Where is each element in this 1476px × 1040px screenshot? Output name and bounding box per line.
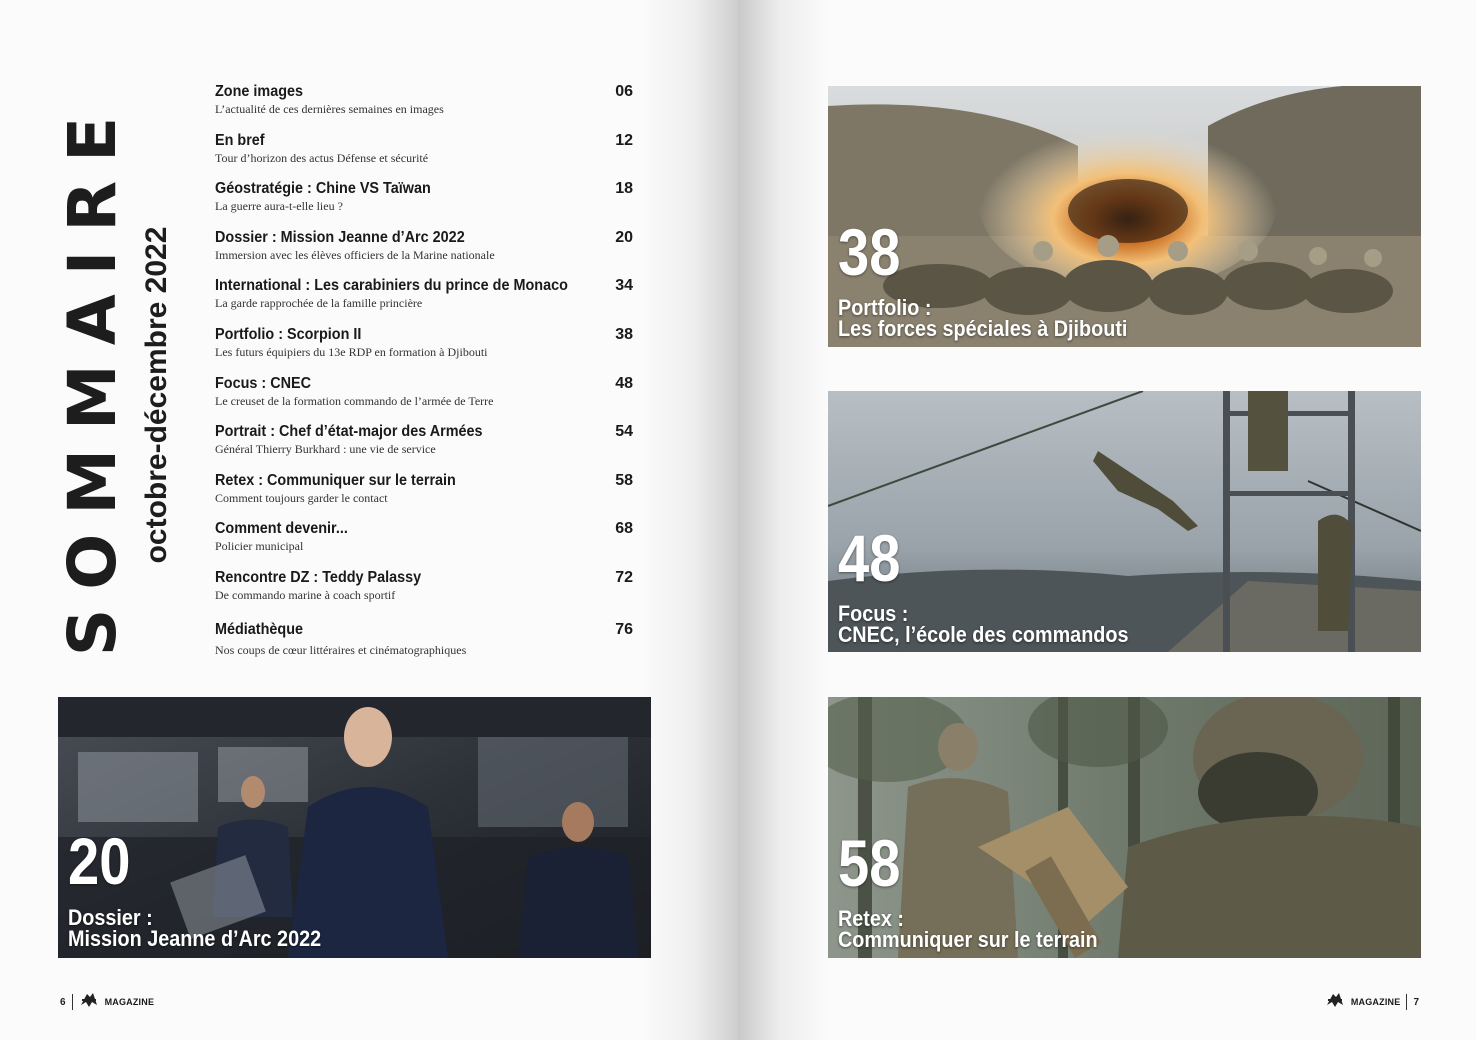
- feature-page-number: 20: [68, 824, 131, 898]
- toc-entry-title: Géostratégie : Chine VS Taïwan: [215, 180, 431, 198]
- magazine-logo-icon: [1325, 991, 1345, 1014]
- toc-entry-title: Retex : Communiquer sur le terrain: [215, 471, 456, 489]
- toc-entry-page: 58: [615, 471, 633, 489]
- toc-entry-subtitle: Les futurs équipiers du 13e RDP en formation à Djibouti: [215, 344, 488, 359]
- feature-caption-title: Les forces spéciales à Djibouti: [838, 316, 1128, 341]
- toc-entry[interactable]: [215, 179, 635, 228]
- dossier-feature-card[interactable]: [58, 697, 651, 958]
- feature-caption-label: Retex :: [838, 906, 905, 931]
- magazine-logo-icon: [79, 991, 99, 1014]
- focus-feature-card[interactable]: [828, 391, 1421, 652]
- toc-entry-title: Dossier : Mission Jeanne d’Arc 2022: [215, 228, 465, 246]
- feature-caption-title: Communiquer sur le terrain: [838, 927, 1098, 952]
- toc-entry[interactable]: [215, 568, 635, 617]
- portfolio-feature-card[interactable]: [828, 86, 1421, 347]
- feature-caption-title: CNEC, l’école des commandos: [838, 622, 1129, 647]
- toc-entry[interactable]: [215, 276, 635, 325]
- toc-entry-subtitle: Le creuset de la formation commando de l’armée de Terre: [215, 393, 494, 408]
- page-number: 7: [1413, 996, 1419, 1008]
- toc-entry-subtitle: Policier municipal: [215, 539, 304, 554]
- gutter-shadow: [738, 0, 828, 1040]
- magazine-label: MAGAZINE: [1350, 997, 1401, 1007]
- toc-entry-title: Focus : CNEC: [215, 374, 312, 392]
- soldiers-forest-photo: [828, 697, 1421, 958]
- toc-entry[interactable]: [215, 131, 635, 180]
- toc-entry-page: 18: [615, 180, 633, 198]
- toc-entry[interactable]: [215, 617, 635, 669]
- feature-page-number: 48: [838, 521, 901, 595]
- toc-entry-subtitle: L’actualité de ces dernières semaines en images: [215, 102, 444, 116]
- gutter-shadow: [640, 0, 738, 1040]
- toc-entry[interactable]: [215, 228, 635, 277]
- vertical-subtitle: octobre-décembre 2022: [140, 226, 173, 564]
- toc-entry[interactable]: [215, 325, 635, 374]
- toc-entry-page: 34: [615, 277, 633, 295]
- vertical-title: SOMMAIRE: [54, 97, 131, 657]
- retex-feature-card[interactable]: [828, 697, 1421, 958]
- toc-entry-title: Zone images: [215, 83, 304, 100]
- toc-entry-subtitle: Immersion avec les élèves officiers de la Marine nationale: [215, 247, 495, 262]
- toc-entry-page: 38: [615, 325, 633, 343]
- footer-divider: [72, 994, 73, 1010]
- toc-entry[interactable]: [215, 374, 635, 423]
- feature-page-number: 58: [838, 826, 901, 900]
- toc-entry[interactable]: [215, 82, 635, 131]
- toc-entry-title: Portrait : Chef d’état-major des Armées: [215, 423, 483, 441]
- toc-entry-subtitle: Comment toujours garder le contact: [215, 490, 388, 505]
- toc-entry-subtitle: Général Thierry Burkhard : une vie de service: [215, 442, 436, 457]
- toc-entry-title: Médiathèque: [215, 620, 304, 638]
- toc-entry-page: 68: [615, 520, 633, 538]
- toc-entry-title: Portfolio : Scorpion II: [215, 325, 362, 343]
- right-page-footer: [1325, 992, 1419, 1012]
- toc-entry-page: 06: [615, 83, 633, 100]
- feature-caption-title: Mission Jeanne d’Arc 2022: [68, 926, 322, 951]
- table-of-contents: [215, 82, 635, 668]
- magazine-label: MAGAZINE: [104, 997, 155, 1007]
- toc-entry-page: 72: [615, 568, 633, 586]
- toc-entry[interactable]: [215, 471, 635, 520]
- toc-entry-page: 20: [615, 228, 633, 246]
- feature-caption-label: Dossier :: [68, 905, 153, 930]
- toc-entry-page: 76: [615, 620, 633, 638]
- toc-entry[interactable]: [215, 519, 635, 568]
- toc-entry-subtitle: De commando marine à coach sportif: [215, 587, 396, 602]
- left-page-footer: [60, 992, 154, 1012]
- toc-entry[interactable]: [215, 422, 635, 471]
- rope-training-photo: [828, 391, 1421, 652]
- toc-entry-title: International : Les carabiniers du prince de Monaco: [215, 277, 568, 295]
- page-number: 6: [60, 996, 66, 1008]
- feature-page-number: 38: [838, 215, 901, 289]
- feature-caption-label: Portfolio :: [838, 295, 932, 320]
- toc-entry-title: En bref: [215, 131, 265, 149]
- toc-entry-page: 54: [615, 423, 633, 441]
- toc-entry-title: Comment devenir...: [215, 520, 348, 538]
- toc-entry-subtitle: Tour d’horizon des actus Défense et sécurité: [215, 150, 429, 165]
- toc-entry-subtitle: La guerre aura-t-elle lieu ?: [215, 199, 343, 214]
- toc-entry-subtitle: La garde rapprochée de la famille princière: [215, 296, 423, 311]
- toc-entry-subtitle: Nos coups de cœur littéraires et cinématographiques: [215, 642, 467, 657]
- footer-divider: [1406, 994, 1407, 1010]
- toc-entry-page: 12: [615, 131, 633, 149]
- toc-entry-title: Rencontre DZ : Teddy Palassy: [215, 568, 422, 586]
- toc-entry-page: 48: [615, 374, 633, 392]
- feature-caption-label: Focus :: [838, 601, 909, 626]
